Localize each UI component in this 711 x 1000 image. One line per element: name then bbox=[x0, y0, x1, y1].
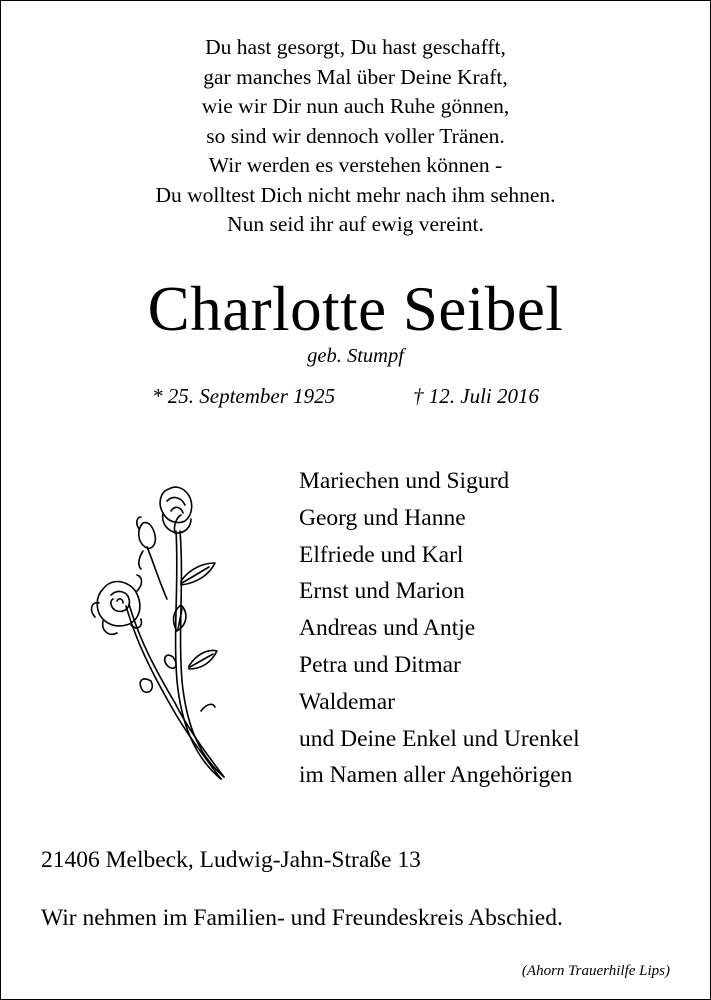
address: 21406 Melbeck, Ludwig-Jahn-Straße 13 bbox=[41, 847, 421, 873]
mourners-list bbox=[299, 463, 580, 794]
maiden-name: geb. Stumpf bbox=[307, 345, 404, 367]
poem-line: Wir werden es verstehen können - bbox=[208, 153, 503, 177]
poem bbox=[1, 33, 710, 240]
mourner-line: Georg und Hanne bbox=[299, 504, 466, 531]
mourner-line: und Deine Enkel und Urenkel bbox=[299, 725, 580, 752]
poem-line: so sind wir dennoch voller Tränen. bbox=[206, 123, 505, 148]
rose-icon bbox=[81, 471, 241, 786]
poem-line: gar manches Mal über Deine Kraft, bbox=[203, 64, 508, 89]
mourner-line: Mariechen und Sigurd bbox=[299, 468, 510, 494]
poem-line: wie wir Dir nun auch Ruhe gönnen, bbox=[201, 94, 510, 118]
mourner-line: Waldemar bbox=[299, 688, 395, 715]
deceased-name: Charlotte Seibel bbox=[147, 274, 564, 344]
poem-line: Du wolltest Dich nicht mehr nach ihm sehnen. bbox=[155, 182, 556, 207]
funeral-home-credit: (Ahorn Trauerhilfe Lips) bbox=[521, 963, 670, 979]
poem-line: Nun seid ihr auf ewig vereint. bbox=[227, 212, 484, 236]
mourner-line: Petra und Ditmar bbox=[299, 651, 461, 678]
death-date: † 12. Juli 2016 bbox=[413, 384, 539, 408]
mourner-line: im Namen aller Angehörigen bbox=[299, 762, 573, 789]
birth-date: * 25. September 1925 bbox=[152, 384, 336, 408]
mourner-line: Andreas und Antje bbox=[299, 615, 476, 642]
mourner-line: Elfriede und Karl bbox=[299, 541, 464, 568]
farewell-note: Wir nehmen im Familien- und Freundeskreis Abschied. bbox=[41, 905, 563, 931]
poem-line: Du hast gesorgt, Du hast geschafft, bbox=[205, 35, 506, 59]
mourner-line: Ernst und Marion bbox=[299, 578, 465, 605]
